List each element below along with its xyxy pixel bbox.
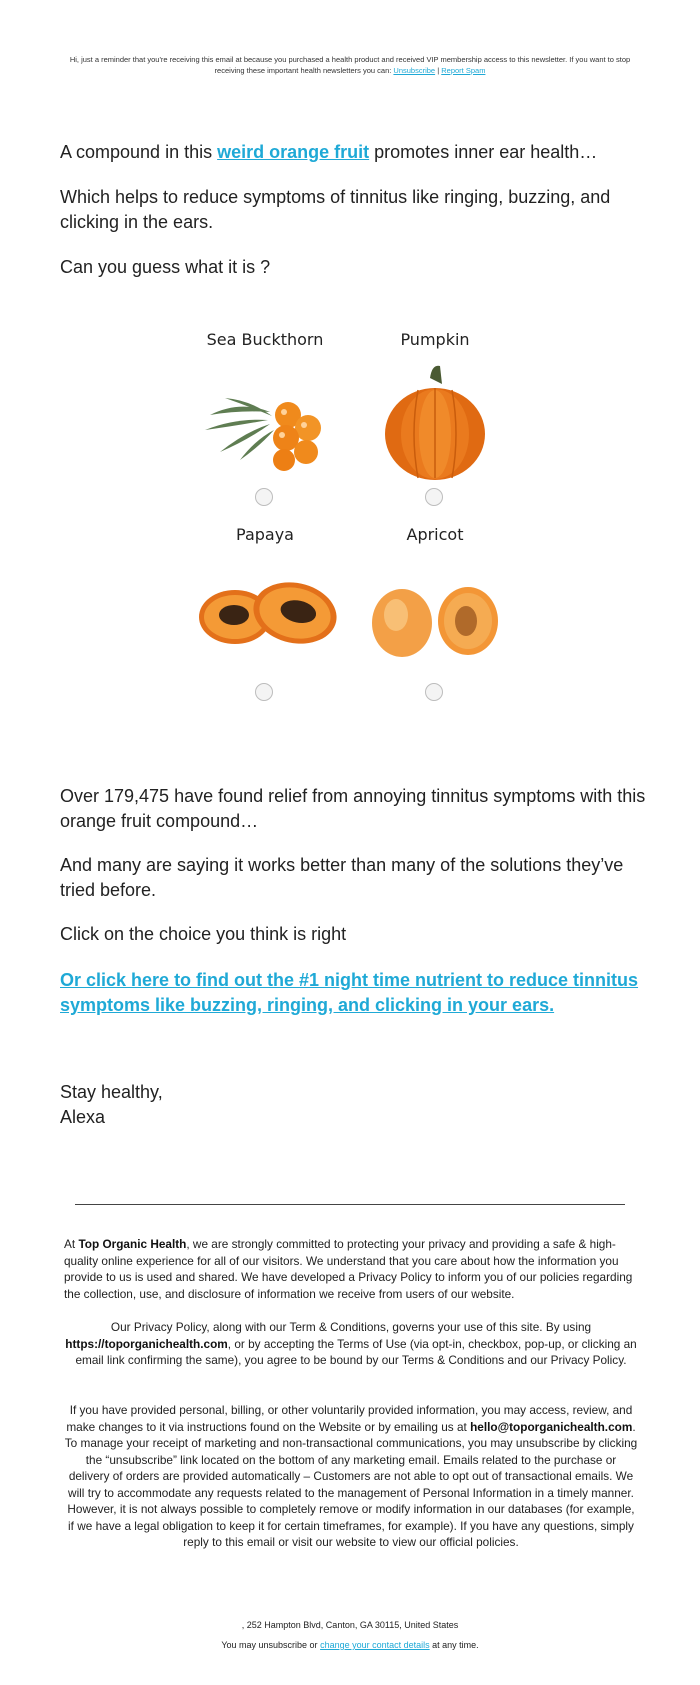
change-contact-details-link[interactable]: change your contact details <box>320 1640 430 1650</box>
quiz-option-label: Apricot <box>406 525 464 544</box>
signoff-name: Alexa <box>60 1107 106 1127</box>
legal-p3-after: . To manage your receipt of marketing and non-transactional communications, you may unsubscribe by clicking the “unsubscribe” link located on the bottom of any marketing email. Emails related to the purchase or delivery of orders are provided automatically – Customers are not able to opt out of transactional emails. We will try to accommodate any requests related to the management of Personal Information in a timely manner. However, it is not always possible to completely remove or modify information in our databases (for example, if we have a legal obligation to keep it for certain timeframes, for example). If you have any questions, simply reply to this email or visit our website to view our official policies. <box>64 1419 638 1549</box>
apricot-image <box>360 555 510 675</box>
unsubscribe-link[interactable]: Unsubscribe <box>393 66 436 75</box>
radio-sea-buckthorn[interactable] <box>255 488 273 506</box>
paragraph-click-choice: Click on the choice you think is right <box>60 924 347 944</box>
intro-line-1-after: promotes inner ear health… <box>374 142 598 162</box>
quiz-option-apricot[interactable] <box>350 525 520 705</box>
quiz-option-pumpkin[interactable] <box>350 330 520 510</box>
sea-buckthorn-image <box>190 360 340 480</box>
quiz-option-sea-buckthorn[interactable] <box>180 330 350 510</box>
quiz-option-label: Papaya <box>236 525 294 544</box>
preheader <box>60 54 640 76</box>
quiz-option-label: Pumpkin <box>400 330 470 349</box>
legal-paragraph-2 <box>64 1319 638 1369</box>
paragraph-works-better: And many are saying it works better than many of the solutions they’ve tried before. <box>60 855 624 900</box>
papaya-image <box>190 555 340 675</box>
intro-line-2: Which helps to reduce symptoms of tinnitus like ringing, buzzing, and clicking in the ears. <box>60 187 611 232</box>
intro-line-3: Can you guess what it is ? <box>60 257 271 277</box>
pumpkin-image <box>360 360 510 480</box>
brand-name: Top Organic Health <box>78 1237 187 1251</box>
radio-pumpkin[interactable] <box>425 488 443 506</box>
legal-p1-after: , we are strongly committed to protecting your privacy and providing a safe & high-quality online experience for all of our visitors. We understand that you care about how the information you provide to us is used and shared. We have developed a Privacy Policy to inform you of our policies regarding the collection, use, and disclosure of information we receive from users of our website. <box>64 1237 633 1301</box>
fruit-quiz <box>180 330 520 720</box>
legal-p2-before: Our Privacy Policy, along with our Term & Conditions, governs your use of this site. By using <box>110 1320 592 1334</box>
legal-p2-after: , or by accepting the Terms of Use (via opt-in, checkbox, pop-up, or clicking an email link confirming the same), you agree to be bound by our Terms & Conditions and our Privacy Policy. <box>75 1336 637 1367</box>
signoff <box>60 1080 163 1130</box>
paragraph-relief: Over 179,475 have found relief from annoying tinnitus symptoms with this orange fruit compound… <box>60 786 646 831</box>
report-spam-link[interactable]: Report Spam <box>441 66 486 75</box>
intro-line-1 <box>60 140 650 165</box>
signoff-greeting: Stay healthy, <box>60 1082 163 1102</box>
intro-line-1-before: A compound in this <box>60 142 213 162</box>
divider <box>75 1204 625 1205</box>
preheader-text: Hi, just a reminder that you're receiving this email at because you purchased a health product and received VIP membership access to this newsletter. If you want to stop receiving these important health newsletters you can: <box>69 55 631 75</box>
footer-address: , 252 Hampton Blvd, Canton, GA 30115, United States <box>241 1620 459 1630</box>
legal-paragraph-3 <box>64 1402 638 1551</box>
quiz-option-label: Sea Buckthorn <box>206 330 324 349</box>
legal-p3-before: If you have provided personal, billing, or other voluntarily provided information, you may access, review, and make changes to it via instructions found on the Website or by emailing us at <box>66 1403 633 1434</box>
weird-orange-fruit-link[interactable]: weird orange fruit <box>217 142 370 162</box>
radio-papaya[interactable] <box>255 683 273 701</box>
cta-link[interactable]: Or click here to find out the #1 night time nutrient to reduce tinnitus symptoms like buzzing, ringing, and clicking in your ears. <box>60 970 639 1015</box>
radio-apricot[interactable] <box>425 683 443 701</box>
legal-p1-before: At <box>64 1237 76 1251</box>
site-url: https://toporganichealth.com <box>65 1336 228 1351</box>
legal-paragraph-1 <box>64 1236 638 1302</box>
preheader-separator: | <box>437 66 440 75</box>
contact-email: hello@toporganichealth.com <box>470 1419 633 1434</box>
footer-unsubscribe-line <box>0 1640 700 1650</box>
quiz-option-papaya[interactable] <box>180 525 350 705</box>
footer-unsub-after: at any time. <box>432 1640 479 1650</box>
footer-unsub-before: You may unsubscribe or <box>221 1640 318 1650</box>
